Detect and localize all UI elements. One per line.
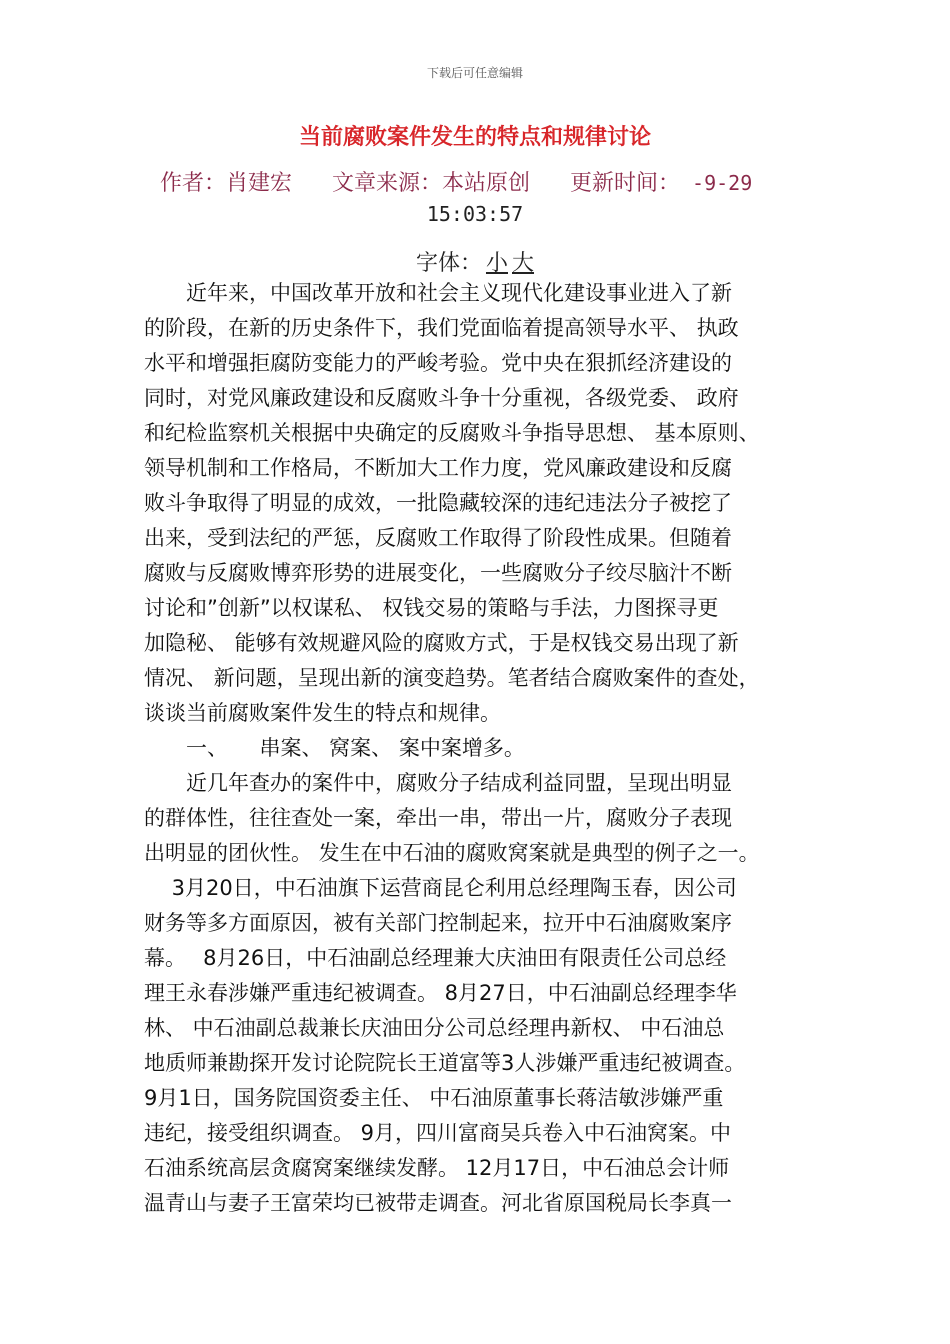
body-line: 石油系统高层贪腐窝案继续发酵。 12月17日，中石油总会计师 — [144, 1156, 730, 1180]
body-line: 违纪，接受组织调查。 9月，四川富商吴兵卷入中石油窝案。中 — [144, 1121, 732, 1145]
body-line: 败斗争取得了明显的成效，一批隐藏较深的违纪违法分子被挖了 — [144, 491, 732, 515]
body-line: 腐败与反腐败博弈形势的进展变化，一些腐败分子绞尽脑汁不断 — [144, 561, 732, 585]
updated-date: -9-29 — [692, 171, 753, 195]
body-line: 地质师兼勘探开发讨论院院长王道富等3人涉嫌严重违纪被调查。 — [144, 1051, 746, 1075]
body-line: 财务等多方面原因，被有关部门控制起来，拉开中石油腐败案序 — [144, 911, 732, 935]
article-body — [144, 276, 816, 1221]
body-line: 温青山与妻子王富荣均已被带走调查。河北省原国税局长李真一 — [144, 1191, 732, 1215]
font-size-switch — [0, 246, 950, 277]
body-line: 近几年查办的案件中，腐败分子结成利益同盟，呈现出明显 — [144, 771, 732, 795]
body-line: 9月1日，国务院国资委主任、 中石油原董事长蒋洁敏涉嫌严重 — [144, 1086, 724, 1110]
body-line: 出来，受到法纪的严惩，反腐败工作取得了阶段性成果。但随着 — [144, 526, 732, 550]
body-line: 讨论和”创新”以权谋私、 权钱交易的策略与手法，力图探寻更 — [144, 596, 719, 620]
body-line: 情况、 新问题，呈现出新的演变趋势。笔者结合腐败案件的查处， — [144, 666, 760, 690]
font-size-label: 字体： — [415, 251, 482, 276]
source-label: 文章来源：本站原创 — [332, 171, 531, 196]
body-line: 理王永春涉嫌严重违纪被调查。 8月27日，中石油副总经理李华 — [144, 981, 737, 1005]
author-label: 作者：肖建宏 — [160, 171, 293, 196]
font-small-link[interactable]: 小 — [485, 251, 508, 276]
article-meta — [160, 166, 800, 197]
body-line: 同时，对党风廉政建设和反腐败斗争十分重视，各级党委、 政府 — [144, 386, 739, 410]
body-line: 幕。 8月26日，中石油副总经理兼大庆油田有限责任公司总经 — [144, 946, 727, 970]
body-line: 林、 中石油副总裁兼长庆油田分公司总经理冉新权、 中石油总 — [144, 1016, 725, 1040]
body-line: 3月20日，中石油旗下运营商昆仑利用总经理陶玉春，因公司 — [144, 876, 737, 900]
body-line: 加隐秘、 能够有效规避风险的腐败方式，于是权钱交易出现了新 — [144, 631, 739, 655]
article-title: 当前腐败案件发生的特点和规律讨论 — [298, 125, 651, 150]
updated-time: 15:03:57 — [426, 202, 524, 226]
body-line: 近年来，中国改革开放和社会主义现代化建设事业进入了新 — [144, 281, 732, 305]
body-line: 的群体性，往往查处一案，牵出一串，带出一片，腐败分子表现 — [144, 806, 732, 830]
font-large-link[interactable]: 大 — [512, 251, 535, 276]
body-line: 和纪检监察机关根据中央确定的反腐败斗争指导思想、 基本原则、 — [144, 421, 760, 445]
header-note: 下载后可任意编辑 — [426, 66, 523, 80]
body-line: 一、 串案、 窝案、 案中案增多。 — [144, 736, 525, 760]
body-line: 领导机制和工作格局，不断加大工作力度，党风廉政建设和反腐 — [144, 456, 732, 480]
body-line: 谈谈当前腐败案件发生的特点和规律。 — [144, 701, 501, 725]
body-line: 出明显的团伙性。 发生在中石油的腐败窝案就是典型的例子之一。 — [144, 841, 760, 865]
updated-label: 更新时间： — [570, 171, 681, 196]
body-line: 水平和增强拒腐防变能力的严峻考验。党中央在狠抓经济建设的 — [144, 351, 732, 375]
body-line: 的阶段，在新的历史条件下，我们党面临着提高领导水平、 执政 — [144, 316, 739, 340]
